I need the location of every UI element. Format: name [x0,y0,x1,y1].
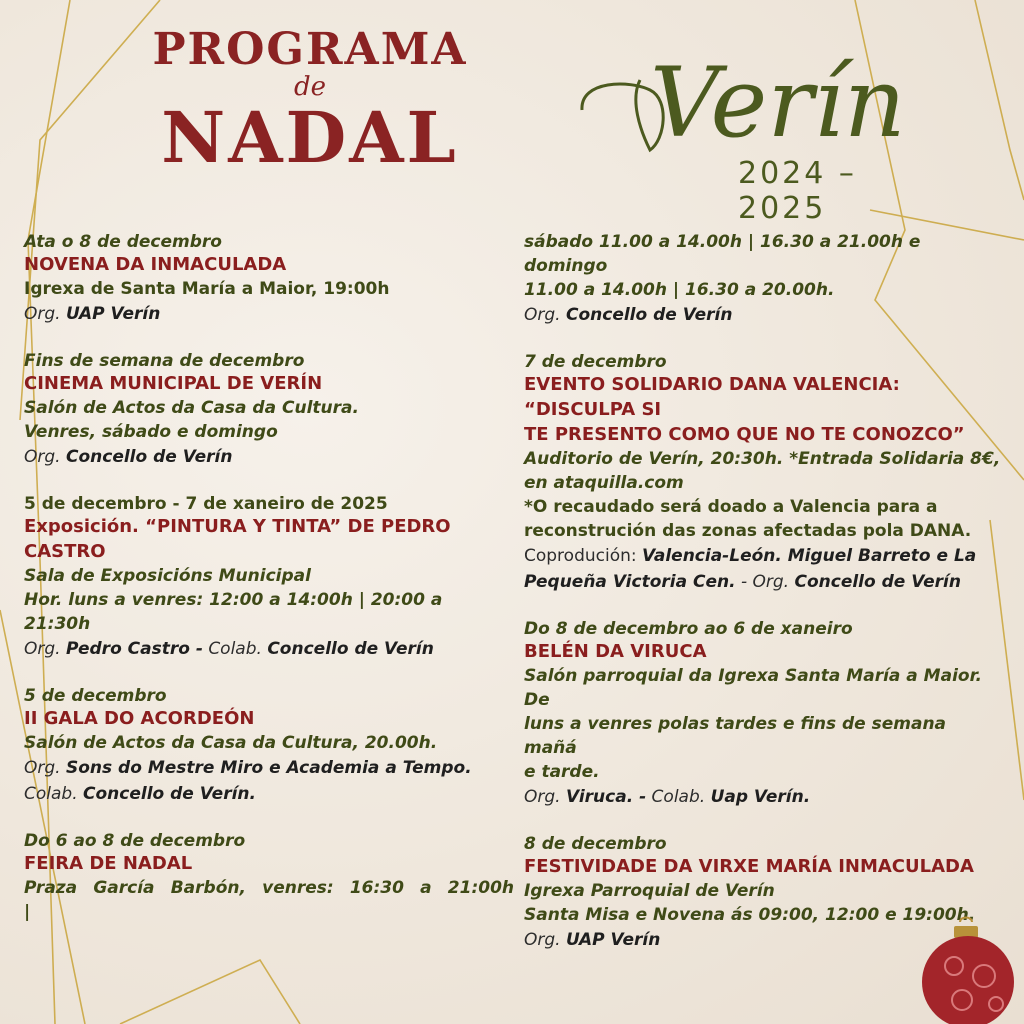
brand-years: 2024 – 2025 [738,156,857,226]
event-note: *O recaudado será doado a Valencia para a [524,497,938,517]
event-line: Praza García Barbón, venres: 16:30 a 21:00h | [24,878,514,922]
event-title: FESTIVIDADE DA VIRXE MARÍA INMACULADA [524,856,974,877]
title-programa: PROGRAMA [152,24,468,75]
event-date: Do 8 de decembro ao 6 de xaneiro [524,619,853,639]
event-org: Org. Pedro Castro - Colab. Concello de Verín [24,639,434,659]
event-line: Hor. luns a venres: 12:00 a 14:00h | 20:00 a 21:30h [24,590,443,634]
event-org: Org. Viruca. - Colab. Uap Verín. [524,787,811,807]
event-line: Igrexa de Santa María a Maior, 19:00h [24,279,390,299]
event-line: sábado 11.00 a 14.00h | 16.30 a 21.00h e domingo [524,232,921,276]
title-de: de [293,72,327,102]
brand-verin: Verín [650,47,906,159]
event-line: Venres, sábado e domingo [24,422,278,442]
event-dana-valencia [524,352,1004,595]
event-org: Org. UAP Verín [24,304,161,324]
event-title: CINEMA MUNICIPAL DE VERÍN [24,373,323,394]
title-nadal: NADAL [161,96,459,179]
event-line: luns a venres polas tardes e fins de semana mañá [524,714,947,758]
event-line: Sala de Exposicións Municipal [24,566,311,586]
event-org: Org. Sons do Mestre Miro e Academia a Tempo. [24,758,472,778]
event-date: 5 de decembro - 7 de xaneiro de 2025 [24,494,388,514]
event-org: Org. Concello de Verín [524,305,733,325]
event-note: reconstrución das zonas afectadas pola DANA. [524,521,972,541]
event-feira-nadal-cont [524,230,1004,328]
event-title: BELÉN DA VIRUCA [524,641,707,662]
event-line: Igrexa Parroquial de Verín [524,881,775,901]
event-date: 5 de decembro [24,686,167,706]
event-org: Org. Concello de Verín [24,447,233,467]
event-feira-nadal [24,831,514,924]
event-org: Pequeña Victoria Cen. - Org. Concello de Verín [524,572,961,592]
event-date: 7 de decembro [524,352,667,372]
event-org: Org. UAP Verín [524,930,661,950]
event-date: 8 de decembro [524,834,667,854]
event-title: TE PRESENTO COMO QUE NO TE CONOZCO” [524,424,965,445]
christmas-bauble-icon [918,916,1024,1024]
event-line: en ataquilla.com [524,473,684,493]
event-date: Do 6 ao 8 de decembro [24,831,246,851]
event-line: 11.00 a 14.00h | 16.30 a 20.00h. [524,280,835,300]
event-line: Santa Misa e Novena ás 09:00, 12:00 e 19:00h. [524,905,976,925]
event-belen-viruca [524,619,1004,810]
event-line: Salón de Actos da Casa da Cultura, 20.00h. [24,733,438,753]
event-title: Exposición. “PINTURA Y TINTA” DE PEDRO CASTRO [24,516,451,562]
event-line: Salón de Actos da Casa da Cultura. [24,398,359,418]
event-title: FEIRA DE NADAL [24,853,193,874]
event-line: Salón parroquial da Igrexa Santa María a Maior. De [524,666,982,710]
event-date: Ata o 8 de decembro [24,232,222,252]
event-gala-acordeon [24,686,514,807]
left-column [24,232,514,948]
event-title: EVENTO SOLIDARIO DANA VALENCIA: “DISCULPA SI [524,374,900,420]
event-cinema [24,351,514,470]
right-column [524,230,1004,977]
event-novena [24,232,514,327]
event-line: e tarde. [524,762,600,782]
event-exposicion [24,494,514,662]
event-coproducion: Coprodución: Valencia-León. Miguel Barreto e La [524,546,977,566]
brand-block [570,40,930,226]
event-date: Fins de semana de decembro [24,351,305,371]
event-line: Auditorio de Verín, 20:30h. *Entrada Solidaria 8€, [524,449,1001,469]
event-title: NOVENA DA INMACULADA [24,254,287,275]
event-title: II GALA DO ACORDEÓN [24,708,255,729]
title-block [110,24,510,179]
event-colab: Colab. Concello de Verín. [24,784,256,804]
